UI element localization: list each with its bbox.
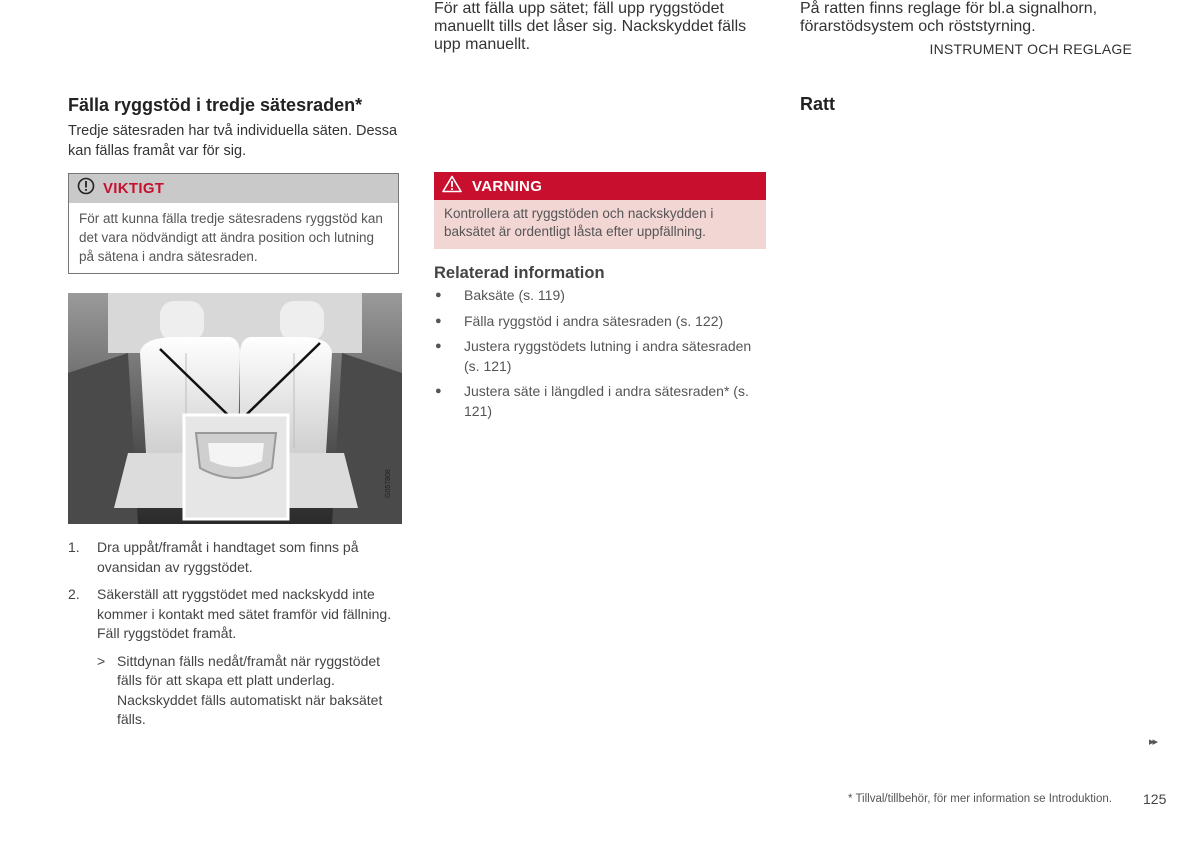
bullet-icon: ● (435, 289, 442, 301)
intro-text: Tredje sätesraden har två individuella säten. Dessa kan fällas framåt var för sig. (68, 123, 398, 159)
bullet-icon: ● (435, 340, 442, 352)
related-link[interactable] (434, 286, 767, 306)
bullet-icon: ● (435, 385, 442, 397)
related-link[interactable] (434, 382, 767, 421)
warning-text: Kontrollera att ryggstöden och nackskydden i baksätet är ordentligt låsta efter uppfällning. (434, 200, 766, 249)
related-link-text[interactable]: Baksäte (s. 119) (464, 287, 565, 303)
steering-wheel-text: På ratten finns reglage för bl.a signalhorn, förarstödsystem och röststyrning. (800, 0, 1098, 35)
instruction-steps (68, 538, 402, 730)
related-info-title: Relaterad information (434, 264, 605, 282)
warning-label: VARNING (472, 177, 543, 195)
related-info-list (434, 286, 767, 427)
step-result (97, 652, 402, 730)
step-number: 2. (68, 586, 80, 602)
related-link-text[interactable]: Fälla ryggstöd i andra sätesraden (s. 122) (464, 312, 724, 329)
footnote: * Tillval/tillbehör, för mer information se Introduktion. (848, 793, 1112, 805)
result-text: Sittdynan fälls nedåt/framåt när ryggstödet fälls för att skapa ett platt underlag. Nackskyddet fälls automatiskt när baksätet fälls. (117, 652, 383, 727)
exclamation-circle-icon (77, 177, 95, 200)
related-link-text[interactable]: Justera ryggstödets lutning i andra sätesraden (s. 121) (464, 338, 752, 374)
related-link[interactable] (434, 312, 767, 332)
seat-illustration (68, 293, 402, 524)
next-page-arrows-icon: ▸▸ (1149, 736, 1157, 748)
related-link[interactable] (434, 337, 767, 376)
step-number: 1. (68, 539, 80, 555)
warning-header (434, 172, 766, 200)
important-label: VIKTIGT (103, 180, 165, 197)
warning-box (434, 172, 766, 249)
step-text: Dra uppåt/framåt i handtaget som finns på ovansidan av ryggstödet. (97, 539, 359, 575)
section-title: Ratt (800, 94, 835, 114)
step-text: Säkerställ att ryggstödet med nackskydd inte kommer i kontakt med sätet framför vid fällning. Fäll ryggstödet framåt. (97, 586, 392, 641)
related-link-text[interactable]: Justera säte i längdled i andra sätesraden* (s. 121) (464, 383, 749, 419)
step-1 (68, 538, 402, 577)
page-number: 125 (1143, 791, 1167, 807)
important-box (68, 173, 399, 274)
warning-triangle-icon (442, 175, 462, 198)
fold-up-text: För att fälla upp sätet; fäll upp ryggstödet manuellt tills det låser sig. Nackskyddet fälls upp manuellt. (434, 0, 747, 53)
page-title: Fälla ryggstöd i tredje sätesraden* (68, 95, 363, 115)
bullet-icon: ● (435, 314, 442, 327)
figure-code: G057808 (385, 469, 392, 498)
result-marker: > (97, 652, 106, 669)
step-2 (68, 585, 402, 644)
section-header: INSTRUMENT OCH REGLAGE (929, 41, 1132, 57)
important-text: För att kunna fälla tredje sätesradens ryggstöd kan det vara nödvändigt att ändra position och lutning på sätena i andra sätesraden. (79, 211, 383, 264)
important-header (69, 174, 398, 203)
